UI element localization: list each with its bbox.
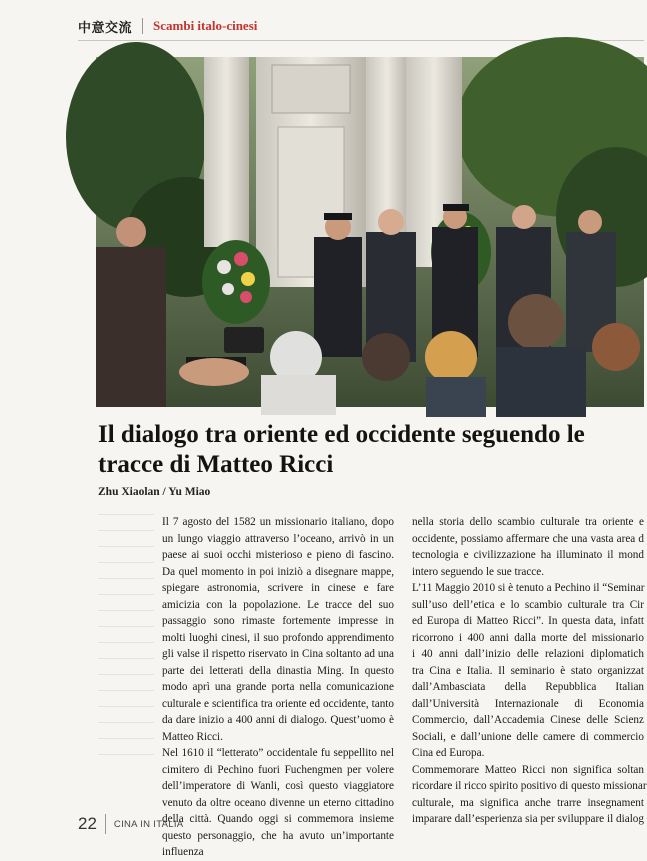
text-line: imparare dall’esperienza sia per sviluppare il dialog [412,813,644,825]
paragraph: Il 7 agosto del 1582 un missionario italiano, dopo un lungo viaggio attraverso l’oceano, arrivò in un paese ai suoi occhi misterioso e pieno di fascino. Da quel momento in poi iniziò a disegnare mappe, spiegare astronomia, scrivere in cinese e fare amicizia con la popolazione. Le tracce del suo passaggio sono rimaste fortemente impresse in molti luoghi cinesi, il suo profondo apprendimento gli valse il rispetto riservato in Cina soltanto ad una parte dei letterati della dinastia Ming. In questo modo aprì una grande porta nella comunicazione culturale e scientifica tra oriente ed occidente, tanto da dare inizio a 400 anni di dialogo. Quest’uomo è Matteo Ricci. [162,516,394,743]
paragraph: Nel 1610 il “letterato” occidentale fu seppellito nel cimitero di Pechino fuori Fuchengmen per volere dell’imperatore di Wanli, così questo viaggiatore venuto da oltre oceano divenne un eterno cittadino della città. Quando oggi si commemora insieme questo personaggio, che ha avuto un’importante influenza [162,747,394,858]
text-line: Commercio, dall’Accademia Cinese delle Scienz [412,714,644,726]
text-line: dall’Università Internazionale di Economia [412,697,644,710]
text-line: dall’Ambasciata della Repubblica Italian [412,681,644,693]
text-line: tecnologia e civilizzazione ha illuminato il mond [412,549,644,561]
section-title-chinese: 中意交流 [78,20,133,36]
text-line: ricorrono i 400 anni dalla morte del missionario [412,631,644,644]
text-line: ricordare il ricco spirito positivo di questo missionar [412,780,647,792]
text-line: nella storia dello scambio culturale tra oriente e [412,516,644,528]
article-title: Il dialogo tra oriente ed occidente seguendo le tracce di Matteo Ricci [98,421,585,478]
text-line: ed Europa di Matteo Ricci”. In questa data, infatt [412,615,644,627]
section-title-italian: Scambi italo-cinesi [153,18,258,33]
text-line: Commemorare Matteo Ricci non significa soltan [412,763,644,776]
footer-separator [105,814,106,834]
ceremony-photo [96,57,644,407]
article-column-2 [412,514,647,828]
text-line: Cina ed Europa. [412,747,485,759]
text-line: occidente, possiamo affermare che una vasta area d [412,532,644,545]
text-line: Sociali, e dall’unione delle camere di commercio [412,730,644,743]
text-line: i 40 anni dall’inizio delle relazioni diplomatich [412,648,644,660]
photo-illustration [96,57,644,407]
article-column-1 [162,514,394,861]
text-line: sull’uso dell’etica e lo scambio culturale tra Cir [412,598,644,611]
article-authors: Zhu Xiaolan / Yu Miao [98,486,211,498]
magazine-name: CINA IN ITALIA [113,818,184,830]
bleed-through-text [98,514,154,774]
page-footer [78,814,183,834]
header-separator [142,18,143,34]
text-line: culturale, ma significa anche trarre insegnament [412,796,644,809]
text-line: tra Cina e Italia. Il seminario è stato organizzat [412,664,644,677]
page-number: 22 [78,814,97,833]
section-header [78,14,257,38]
text-line: intero seguendo le sue tracce. [412,565,545,578]
text-line: L’11 Maggio 2010 si è tenuto a Pechino il “Seminar [412,582,645,594]
